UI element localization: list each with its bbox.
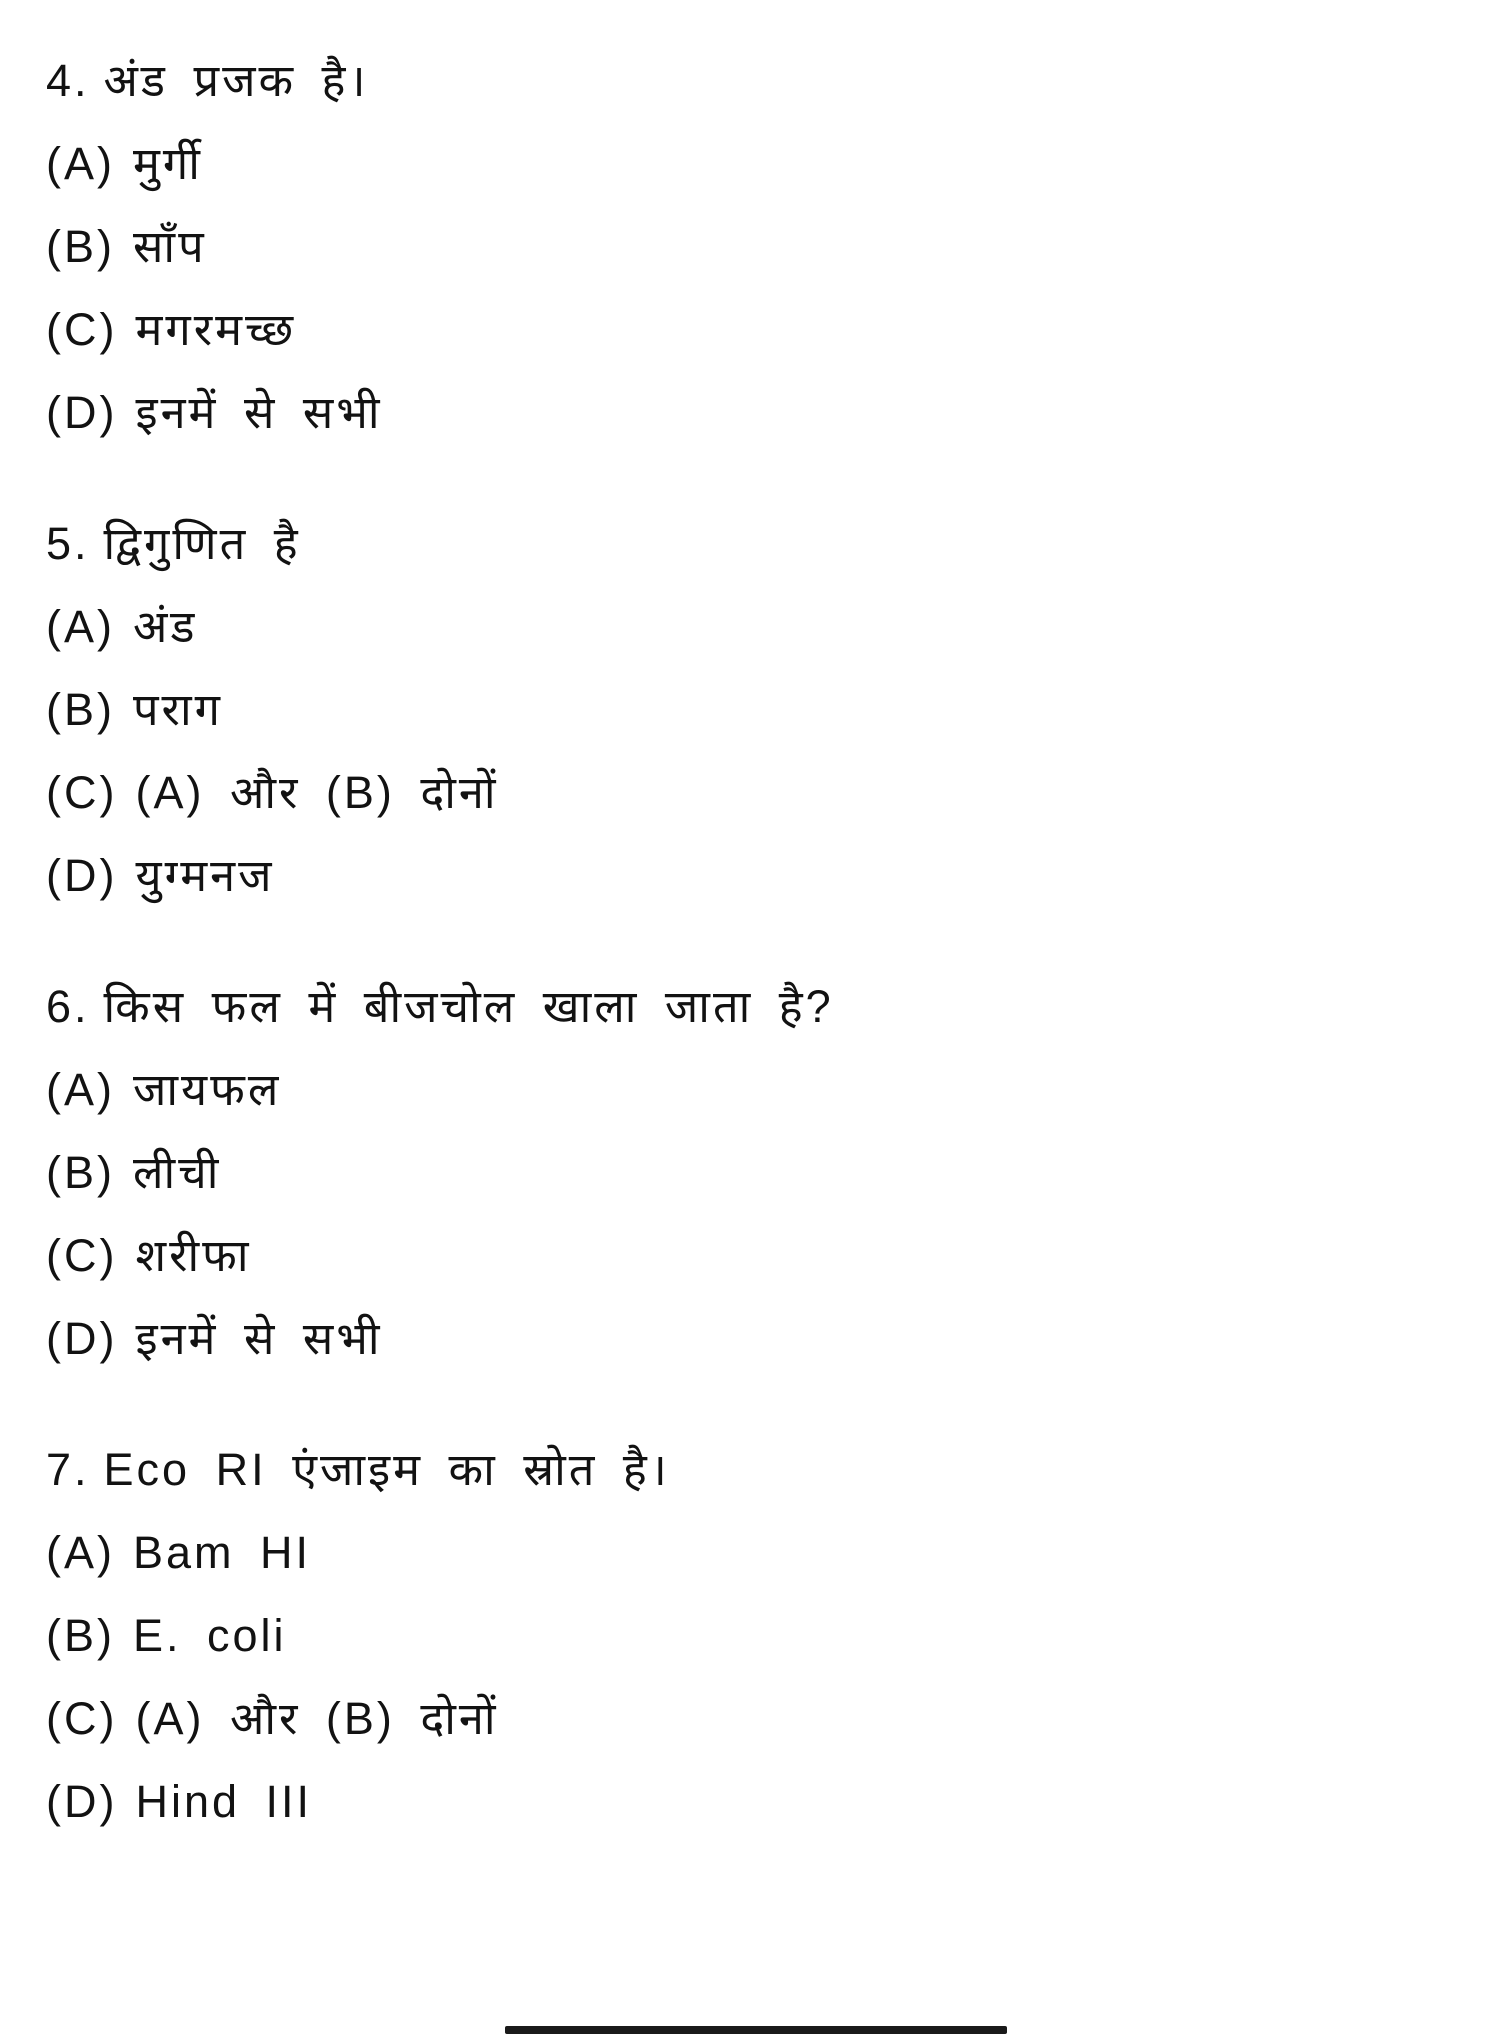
question-block (46, 1443, 1475, 1828)
question-block (46, 980, 1475, 1365)
option-text: अंड (133, 601, 198, 652)
option-text: (A) और (B) दोनों (135, 1693, 499, 1744)
option-text: मुर्गी (133, 138, 203, 189)
option-text: E. coli (133, 1610, 287, 1661)
option-text: इनमें से सभी (135, 1313, 383, 1364)
question-block (46, 54, 1475, 439)
option-label: (C) (46, 1693, 118, 1744)
option-label: (B) (46, 221, 115, 272)
option-text: शरीफा (135, 1230, 252, 1281)
question-number: 4. (46, 55, 90, 106)
option-label: (B) (46, 1610, 115, 1661)
option-label: (B) (46, 1147, 115, 1198)
option-label: (B) (46, 684, 115, 735)
question-number: 7. (46, 1444, 90, 1495)
option-row (46, 303, 1475, 356)
option-label: (D) (46, 850, 118, 901)
option-text: Hind III (135, 1776, 313, 1827)
question-line (46, 517, 1475, 570)
option-row (46, 1063, 1475, 1116)
option-row (46, 1609, 1475, 1662)
option-label: (D) (46, 387, 118, 438)
question-text: द्विगुणित है (103, 518, 301, 569)
option-text: मगरमच्छ (135, 304, 297, 355)
option-row (46, 137, 1475, 190)
question-line (46, 980, 1475, 1033)
option-label: (C) (46, 767, 118, 818)
option-row (46, 1146, 1475, 1199)
option-row (46, 1526, 1475, 1579)
question-number: 6. (46, 981, 90, 1032)
question-number: 5. (46, 518, 90, 569)
option-row (46, 683, 1475, 736)
option-row (46, 766, 1475, 819)
option-text: साँप (133, 221, 207, 272)
cut-off-text-line (505, 2026, 1007, 2034)
option-text: पराग (133, 684, 223, 735)
option-label: (A) (46, 1527, 115, 1578)
question-text: अंड प्रजक है। (103, 55, 369, 106)
option-text: Bam HI (133, 1527, 312, 1578)
question-text: Eco RI एंजाइम का स्रोत है। (103, 1444, 670, 1495)
option-label: (D) (46, 1776, 118, 1827)
option-row (46, 1775, 1475, 1828)
option-text: लीची (133, 1147, 222, 1198)
option-label: (A) (46, 138, 115, 189)
question-text: किस फल में बीजचोल खाला जाता है? (103, 981, 834, 1032)
option-row (46, 849, 1475, 902)
option-text: (A) और (B) दोनों (135, 767, 499, 818)
option-label: (A) (46, 601, 115, 652)
option-row (46, 1692, 1475, 1745)
option-row (46, 386, 1475, 439)
option-row (46, 1229, 1475, 1282)
option-label: (C) (46, 304, 118, 355)
option-label: (C) (46, 1230, 118, 1281)
option-label: (A) (46, 1064, 115, 1115)
option-text: इनमें से सभी (135, 387, 383, 438)
question-line (46, 54, 1475, 107)
question-block (46, 517, 1475, 902)
option-text: युग्मनज (135, 850, 275, 901)
option-row (46, 600, 1475, 653)
option-row (46, 1312, 1475, 1365)
question-line (46, 1443, 1475, 1496)
option-row (46, 220, 1475, 273)
option-label: (D) (46, 1313, 118, 1364)
option-text: जायफल (133, 1064, 282, 1115)
